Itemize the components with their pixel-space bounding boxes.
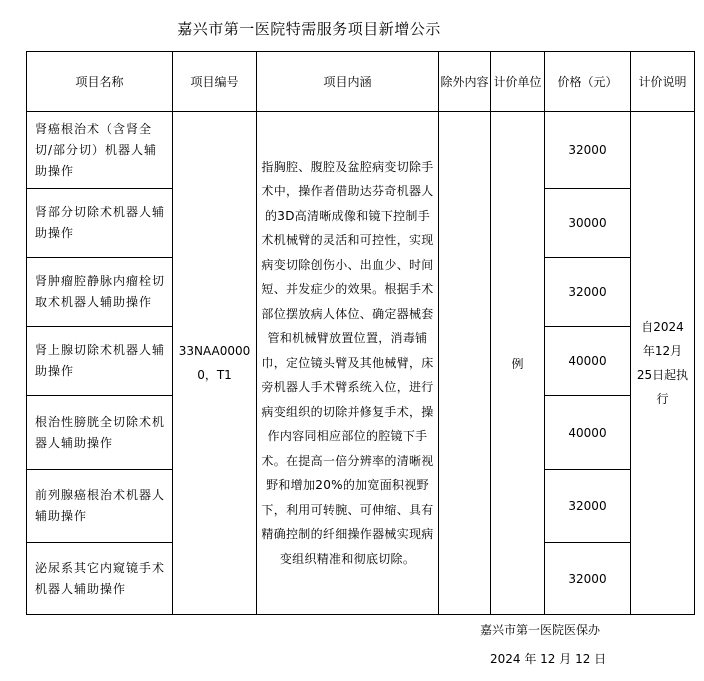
row-price: 40000 <box>545 327 631 396</box>
table-row <box>27 112 695 189</box>
row-name: 肾肿瘤腔静脉内瘤栓切取术机器人辅助操作 <box>27 258 173 327</box>
header-price: 价格（元） <box>545 52 631 112</box>
row-name: 肾部分切除术机器人辅助操作 <box>27 189 173 258</box>
row-price: 32000 <box>545 258 631 327</box>
header-name: 项目名称 <box>27 52 173 112</box>
header-note: 计价说明 <box>631 52 695 112</box>
row-price: 32000 <box>545 470 631 543</box>
exclusion-content <box>439 112 491 615</box>
footer-date: 2024 年 12 月 12 日 <box>490 652 607 666</box>
footer-org: 嘉兴市第一医院医保办 <box>480 623 601 637</box>
header-unit: 计价单位 <box>491 52 545 112</box>
row-price: 30000 <box>545 189 631 258</box>
row-name: 根治性膀胱全切除术机器人辅助操作 <box>27 396 173 470</box>
row-price: 32000 <box>545 112 631 189</box>
page-title: 嘉兴市第一医院特需服务项目新增公示 <box>177 20 441 38</box>
project-content: 指胸腔、腹腔及盆腔病变切除手术中，操作者借助达芬奇机器人的3D高清晰成像和镜下控制手术机械臂的灵活和可控性，实现病变切除创伤小、出血少、时间短、并发症少的效果。根据手术部位摆放病人体位、确定器械套管和机械臂放置位置，消毒铺巾，定位镜头臂及其他械臂，床旁机器人手术臂系统入位，进行病变组织的切除并修复手术，操作内容同相应部位的腔镜下手术。在提高一倍分辨率的清晰视野和增加20%的加宽面积视野下，利用可转腕、可伸缩、具有精确控制的纤细操作器械实现病变组织精准和彻底切除。 <box>257 112 439 615</box>
row-price: 32000 <box>545 543 631 615</box>
header-exclusion: 除外内容 <box>439 52 491 112</box>
row-name: 泌尿系其它内窥镜手术机器人辅助操作 <box>27 543 173 615</box>
header-code: 项目编号 <box>173 52 257 112</box>
row-name: 前列腺癌根治术机器人辅助操作 <box>27 470 173 543</box>
row-price: 40000 <box>545 396 631 470</box>
header-row <box>27 52 695 112</box>
service-table <box>26 51 695 615</box>
row-name: 肾癌根治术（含肾全切/部分切）机器人辅助操作 <box>27 112 173 189</box>
row-name: 肾上腺切除术机器人辅助操作 <box>27 327 173 396</box>
pricing-note: 自2024年12月25日起执行 <box>631 112 695 615</box>
pricing-unit: 例 <box>491 112 545 615</box>
project-code: 33NAA00000，T1 <box>173 112 257 615</box>
header-content: 项目内涵 <box>257 52 439 112</box>
